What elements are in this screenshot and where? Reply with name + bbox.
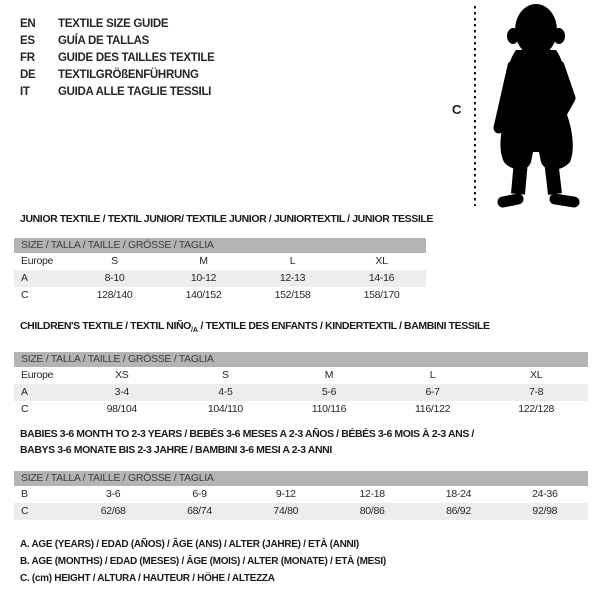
- lang-label: GUIDA ALLE TAGLIE TESSILI: [58, 86, 212, 98]
- title-subscript: /A: [190, 327, 198, 335]
- cell: 4-5: [218, 386, 233, 399]
- cell: 12-18: [359, 488, 385, 500]
- section-children-title: [14, 320, 588, 337]
- table-row: [14, 486, 588, 503]
- cell: 3-4: [114, 386, 129, 399]
- section-children: [14, 320, 588, 418]
- section-babies-title: [14, 426, 588, 458]
- cell: 104/110: [207, 403, 243, 416]
- note-c: C. (cm) HEIGHT / ALTURA / HAUTEUR / HÖHE / ALTEZZA: [20, 573, 275, 585]
- cell: XL: [530, 369, 543, 382]
- cell: 110/116: [311, 403, 347, 416]
- title-line-2: BABYS 3-6 MONATE BIS 2-3 JAHRE / BAMBINI 3-6 MESI A 2-3 ANNI: [20, 444, 332, 456]
- cell: 5-6: [321, 386, 337, 399]
- table-row: [14, 367, 588, 384]
- lang-code: EN: [20, 18, 36, 30]
- cell: S: [222, 369, 229, 382]
- lang-code: DE: [20, 69, 36, 81]
- lang-label: GUÍA DE TALLAS: [58, 35, 149, 47]
- cell: 3-6: [106, 488, 121, 500]
- lang-label: GUIDE DES TAILLES TEXTILE: [58, 52, 215, 64]
- cell: L: [289, 255, 296, 267]
- cell: 8-10: [104, 272, 125, 284]
- cell: 10-12: [190, 272, 217, 284]
- lang-row-es: [20, 33, 215, 50]
- cell: 116/122: [415, 403, 451, 416]
- measure-c-label: C: [452, 102, 462, 117]
- row-label: A: [21, 386, 28, 399]
- table-row: [14, 253, 426, 270]
- title-part: CHILDREN'S TEXTILE / TEXTIL NIÑO: [20, 320, 191, 332]
- cell: M: [324, 369, 334, 382]
- lang-row-it: [20, 84, 215, 101]
- cell: 122/128: [518, 403, 555, 416]
- language-title-list: [20, 16, 215, 101]
- cell: M: [199, 255, 208, 267]
- row-label: C: [21, 505, 29, 517]
- lang-code: ES: [20, 35, 35, 47]
- row-label: Europe: [21, 369, 54, 382]
- row-label: C: [21, 403, 29, 416]
- note-a: A. AGE (YEARS) / EDAD (AÑOS) / ÂGE (ANS) / ALTER (JAHRE) / ETÀ (ANNI): [20, 539, 359, 550]
- lang-label: TEXTILGRÖßENFÜHRUNG: [58, 69, 199, 81]
- legend-notes: [20, 536, 386, 588]
- cell: L: [429, 369, 436, 382]
- cell: 6-7: [425, 386, 440, 399]
- cell: 92/98: [532, 505, 558, 517]
- table-row: [14, 503, 588, 520]
- lang-code: FR: [20, 52, 35, 64]
- cell: 128/140: [96, 289, 133, 301]
- cell: 24-36: [532, 488, 558, 500]
- size-header-band: SIZE / TALLA / TAILLE / GRÖSSE / TAGLIA: [14, 238, 426, 253]
- cell: 12-13: [279, 272, 306, 284]
- row-label: B: [21, 488, 28, 500]
- note-b: B. AGE (MONTHS) / EDAD (MESES) / ÂGE (MOIS) / ALTER (MONATE) / ETÀ (MESI): [20, 556, 386, 568]
- cell: 6-9: [192, 488, 207, 500]
- cell: 18-24: [445, 488, 472, 500]
- title-line-1: BABIES 3-6 MONTH TO 2-3 YEARS / BEBÉS 3-6 MESES A 2-3 AÑOS / BÉBÉS 3-6 MOIS À 2-3 ANS /: [20, 428, 474, 440]
- table-row: [14, 384, 588, 401]
- cell: 80/86: [359, 505, 385, 517]
- cell: 7-8: [529, 386, 544, 399]
- row-label: A: [21, 272, 28, 284]
- cell: 152/158: [274, 289, 311, 301]
- title-part: / TEXTILE DES ENFANTS / KINDERTEXTIL / BAMBINI TESSILE: [197, 320, 490, 332]
- cell: XL: [375, 255, 388, 267]
- cell: 158/170: [363, 289, 400, 301]
- table-row: [14, 287, 426, 304]
- junior-size-table: [14, 238, 426, 304]
- row-label: C: [21, 289, 29, 301]
- baby-silhouette-icon: [450, 0, 598, 214]
- table-row: [14, 270, 426, 287]
- size-header-band: SIZE / TALLA / TAILLE / GRÖSSE / TAGLIA: [14, 471, 588, 486]
- cell: 68/74: [187, 505, 212, 517]
- section-babies: [14, 426, 588, 520]
- section-junior: [14, 213, 433, 304]
- babies-size-table: [14, 471, 588, 520]
- cell: 9-12: [275, 488, 296, 500]
- size-header-band: SIZE / TALLA / TAILLE / GRÖSSE / TAGLIA: [14, 352, 588, 367]
- lang-row-fr: [20, 50, 215, 67]
- cell: 98/104: [106, 403, 137, 416]
- cell: 86/92: [446, 505, 471, 517]
- cell: 74/80: [273, 505, 299, 517]
- baby-figure: [450, 0, 598, 214]
- row-label: Europe: [21, 255, 54, 267]
- cell: XS: [115, 369, 129, 382]
- lang-row-de: [20, 67, 215, 84]
- cell: 140/152: [185, 289, 222, 301]
- section-junior-title: JUNIOR TEXTILE / TEXTIL JUNIOR/ TEXTILE JUNIOR / JUNIORTEXTIL / JUNIOR TESSILE: [20, 213, 433, 225]
- cell: S: [111, 255, 118, 267]
- lang-row-en: [20, 16, 215, 33]
- lang-label: TEXTILE SIZE GUIDE: [58, 18, 169, 30]
- children-size-table: [14, 352, 588, 418]
- table-row: [14, 401, 588, 418]
- lang-code: IT: [20, 86, 30, 98]
- cell: 14-16: [368, 272, 395, 284]
- cell: 62/68: [100, 505, 126, 517]
